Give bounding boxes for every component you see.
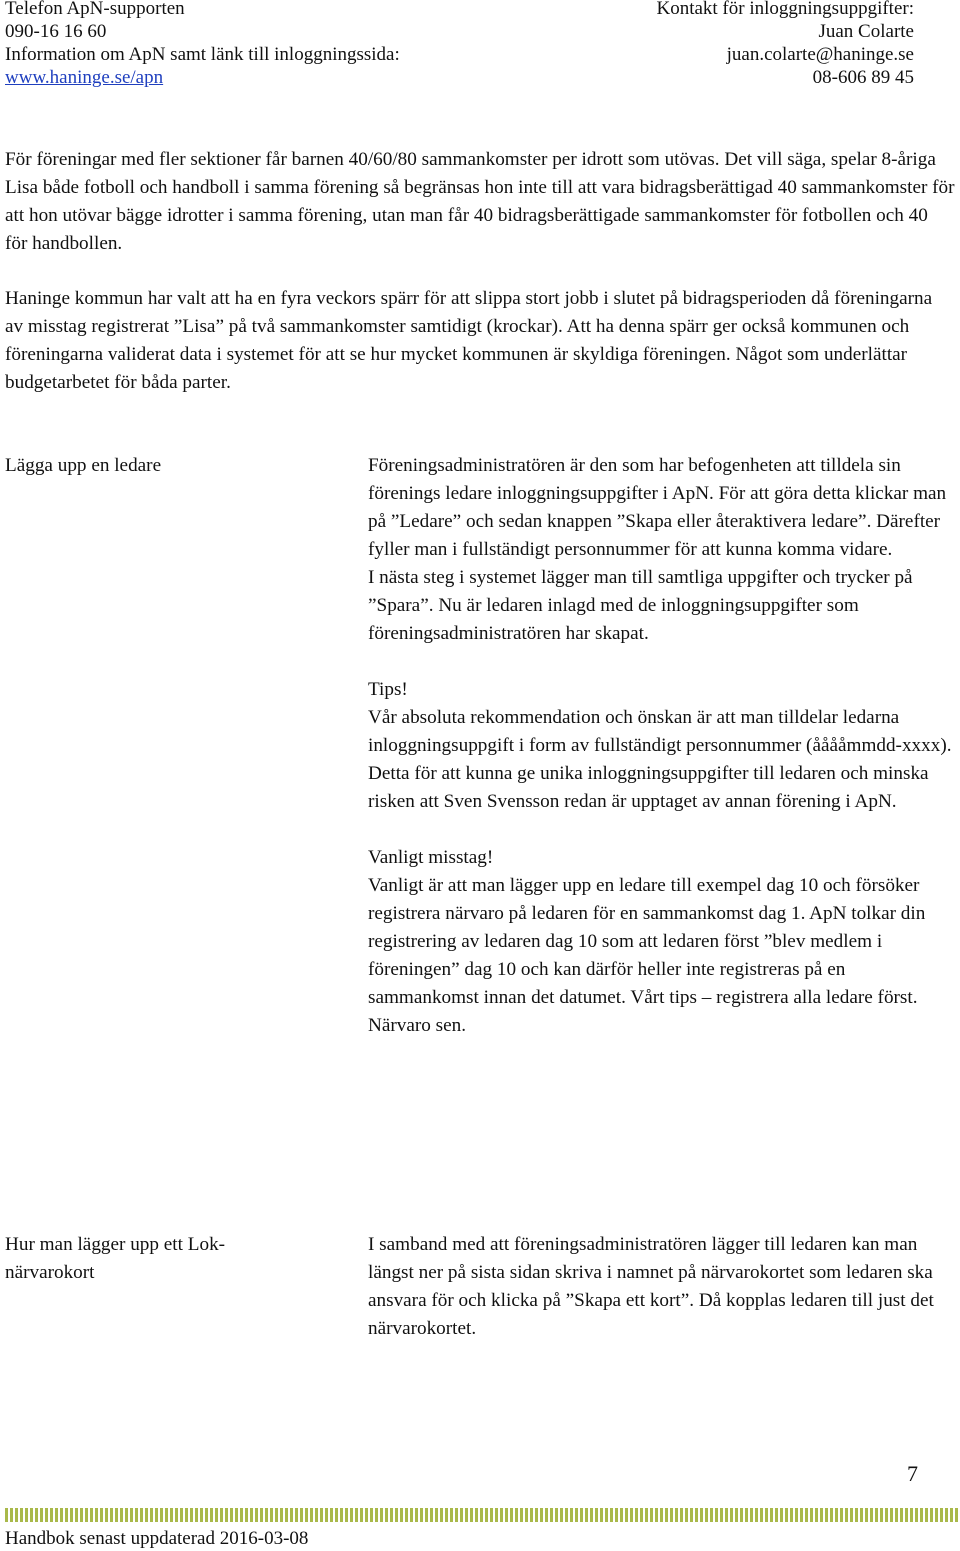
info-label: Information om ApN samt länk till inloggningssida: — [5, 44, 400, 65]
section-label-add-leader: Lägga upp en ledare — [5, 455, 162, 476]
contact-phone: 08-606 89 45 — [812, 67, 914, 88]
contact-label: Kontakt för inloggningsuppgifter: — [656, 0, 914, 19]
contact-name: Juan Colarte — [818, 21, 914, 42]
section-attendance-card-content — [368, 1231, 960, 1343]
footer-updated: Handbok senast uppdaterad 2016-03-08 — [5, 1528, 309, 1549]
apn-info-link[interactable]: www.haninge.se/apn — [5, 67, 164, 88]
header-right — [656, 0, 914, 89]
support-phone: 090-16 16 60 — [5, 21, 107, 42]
page-number: 7 — [907, 1461, 918, 1486]
support-label: Telefon ApN-supporten — [5, 0, 185, 19]
contact-email: juan.colarte@haninge.se — [726, 44, 914, 65]
leader-text-2: I nästa steg i systemet lägger man till samtliga uppgifter och trycker på ”Spara”. Nu är ledaren inlagd med de inloggningsuppgifter som föreningsadministratören har skapat. — [368, 567, 913, 644]
card-text: I samband med att föreningsadministratören lägger till ledaren kan man längst ner på sista sidan skriva i namnet på närvarokortet som ledaren ska ansvara för och klicka på ”Skapa ett kort”. Då kopplas ledaren till just det närvarokortet. — [368, 1234, 934, 1339]
section-label-attendance-card: Hur man lägger upp ett Lok-närvarokort — [5, 1234, 226, 1283]
section-add-leader-content — [368, 452, 960, 1040]
header-left — [5, 0, 400, 89]
mistake-heading: Vanligt misstag! — [368, 847, 494, 868]
leader-text-1: Föreningsadministratören är den som har befogenheten att tilldela sin förenings ledare inloggningsuppgifter i ApN. För att göra detta klickar man på ”Ledare” och sedan knappen ”Skapa eller återaktivera ledare”. Därefter fyller man i fullständigt personnummer för att kunna komma vidare. — [368, 455, 947, 560]
tips-text: Vår absoluta rekommendation och önskan är att man tilldelar ledarna inloggningsuppgift i form av fullständigt personnummer (ååååmmdd-xxxx). Detta för att kunna ge unika inloggningsuppgifter till ledaren och minska risken att Sven Svensson redan är upptaget av annan förening i ApN. — [368, 707, 952, 812]
footer-rule — [5, 1508, 960, 1522]
tips-heading: Tips! — [368, 679, 408, 700]
paragraph-sections: För föreningar med fler sektioner får barnen 40/60/80 sammankomster per idrott som utövas. Det vill säga, spelar 8-åriga Lisa både fotboll och handboll i samma förening så begränsas hon inte till att vara bidragsberättigad 40 sammankomster för att hon utövar bägge idrotter i samma förening, utan man får 40 bidragsberättigade sammankomster för fotbollen och 40 för handbollen. — [5, 149, 955, 254]
paragraph-block-period: Haninge kommun har valt att ha en fyra veckors spärr för att slippa stort jobb i slutet på bidragsperioden då föreningarna av misstag registrerat ”Lisa” på två sammankomster samtidigt (krockar). Att ha denna spärr ger också kommunen och föreningarna validerat data i systemet för att se hur mycket kommunen är skyldiga föreningen. Något som underlättar budgetarbetet för båda parter. — [5, 288, 933, 393]
mistake-text: Vanligt är att man lägger upp en ledare till exempel dag 10 och försöker registrera närvaro på ledaren för en sammankomst dag 1. ApN tolkar din registrering av ledaren dag 10 som att ledaren först ”blev medlem i föreningen” dag 10 och kan därför heller inte registreras på en sammankomst innan det datumet. Vårt tips – registrera alla ledare först. Närvaro sen. — [368, 875, 926, 1036]
